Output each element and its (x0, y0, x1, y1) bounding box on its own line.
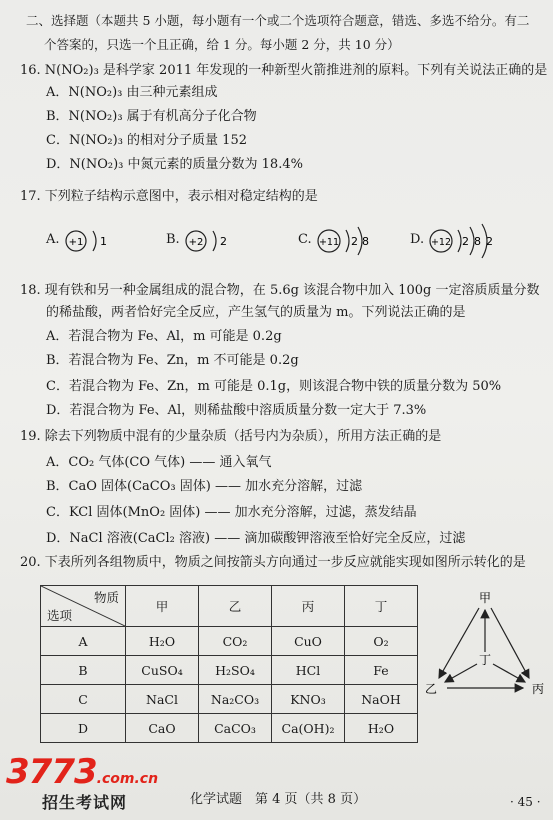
atom-b-letter: B. (166, 232, 180, 247)
logo-domain: .com.cn (96, 771, 159, 787)
atom-a-nucleus: +1 (68, 237, 84, 248)
table-header-row (41, 586, 418, 627)
atom-d-shell3: 2 (486, 235, 493, 248)
table-cell: HCl (272, 656, 345, 685)
table-row (41, 714, 418, 743)
table-cell: NaCl (126, 685, 199, 714)
q18-stem-line2: 的稀盐酸，两者恰好完全反应，产生氢气的质量为 m。下列说法正确的是 (46, 305, 466, 320)
table-cell: NaOH (345, 685, 418, 714)
table-corner-cell (41, 586, 126, 627)
q20-stem: 20. 下表所列各组物质中，物质之间按箭头方向通过一步反应就能实现如图所示转化的是 (20, 555, 526, 570)
atom-d-nucleus: +12 (430, 237, 452, 248)
table-row (41, 627, 418, 656)
conversion-diagram (425, 588, 545, 698)
column-header-jia: 甲 (126, 586, 199, 627)
table-cell: CaCO₃ (199, 714, 272, 743)
node-yi: 乙 (425, 682, 438, 696)
q19-stem: 19. 除去下列物质中混有的少量杂质（括号内为杂质），所用方法正确的是 (20, 429, 442, 444)
section-title-line2: 个答案的，只选一个且正确，给 1 分。每小题 2 分，共 10 分） (44, 37, 400, 52)
table-row (41, 656, 418, 685)
atom-c-shell2: 8 (362, 235, 369, 248)
table-cell: CuO (272, 627, 345, 656)
q19-option-b: B．CaO 固体(CaCO₃ 固体) —— 加水充分溶解，过滤 (46, 479, 363, 494)
atom-c-shell-icon (312, 224, 402, 260)
header-top-label: 物质 (93, 590, 119, 605)
atom-d-shell1: 2 (462, 235, 469, 248)
page-footer: 化学试题 第 4 页（共 8 页） (190, 792, 367, 807)
node-bing: 丙 (531, 682, 545, 696)
row-label: B (41, 656, 126, 685)
q17-stem: 17. 下列粒子结构示意图中，表示相对稳定结构的是 (20, 189, 318, 204)
q16-option-a: A．N(NO₂)₃ 由三种元素组成 (46, 85, 218, 100)
table-cell: Fe (345, 656, 418, 685)
section-title-line1: 二、选择题（本题共 5 小题，每小题有一个或二个选项符合题意，错选、多选不给分。有二 (26, 13, 530, 28)
column-header-yi: 乙 (199, 586, 272, 627)
atom-a-shell1: 1 (100, 235, 107, 248)
node-ding: 丁 (478, 653, 492, 667)
column-header-bing: 丙 (272, 586, 345, 627)
q20-table (40, 585, 418, 743)
logo-number: 3773 (6, 752, 97, 792)
table-cell: H₂O (345, 714, 418, 743)
q16-stem: 16. N(NO₂)₃ 是科学家 2011 年发现的一种新型火箭推进剂的原料。下列有关说法正确的是 (20, 63, 548, 78)
page-number: · 45 · (510, 795, 541, 809)
table-cell: CO₂ (199, 627, 272, 656)
atom-c-letter: C. (298, 232, 312, 247)
table-cell: CaO (126, 714, 199, 743)
table-cell: H₂O (126, 627, 199, 656)
table-cell: CuSO₄ (126, 656, 199, 685)
q18-option-c: C．若混合物为 Fe、Zn，m 可能是 0.1g，则该混合物中铁的质量分数为 50% (46, 379, 502, 394)
node-jia: 甲 (478, 591, 492, 605)
atom-a-letter: A. (46, 232, 60, 247)
column-header-ding: 丁 (345, 586, 418, 627)
atom-d-shell-icon (424, 221, 534, 261)
logo-subtitle: 招生考试网 (42, 793, 128, 812)
q18-option-d: D．若混合物为 Fe、Al，则稀盐酸中溶质质量分数一定大于 7.3% (46, 403, 427, 418)
q16-option-b: B．N(NO₂)₃ 属于有机高分子化合物 (46, 109, 257, 124)
table-cell: H₂SO₄ (199, 656, 272, 685)
q16-option-c: C．N(NO₂)₃ 的相对分子质量 152 (46, 133, 247, 148)
table-row (41, 685, 418, 714)
atom-d-shell2: 8 (474, 235, 481, 248)
atom-c-nucleus: +11 (318, 237, 340, 248)
q18-option-a: A．若混合物为 Fe、Al，m 可能是 0.2g (46, 329, 282, 344)
q19-option-d: D．NaCl 溶液(CaCl₂ 溶液) —— 滴加碳酸钾溶液至恰好完全反应，过滤 (46, 531, 466, 546)
table-cell: Na₂CO₃ (199, 685, 272, 714)
table-cell: O₂ (345, 627, 418, 656)
atom-b-nucleus: +2 (188, 237, 204, 248)
site-logo (6, 752, 159, 812)
q19-option-c: C．KCl 固体(MnO₂ 固体) —— 加水充分溶解，过滤，蒸发结晶 (46, 505, 417, 520)
q18-stem-line1: 18. 现有铁和另一种金属组成的混合物，在 5.6g 该混合物中加入 100g 一定溶质质量分数 (20, 283, 540, 298)
atom-a-shell-icon (60, 224, 140, 260)
atom-b-shell-icon (180, 224, 260, 260)
q16-option-d: D．N(NO₂)₃ 中氮元素的质量分数为 18.4% (46, 157, 303, 172)
table-cell: Ca(OH)₂ (272, 714, 345, 743)
q18-option-b: B．若混合物为 Fe、Zn，m 不可能是 0.2g (46, 353, 299, 368)
table-cell: KNO₃ (272, 685, 345, 714)
q19-option-a: A．CO₂ 气体(CO 气体) —— 通入氧气 (46, 455, 272, 470)
row-label: C (41, 685, 126, 714)
row-label: D (41, 714, 126, 743)
atom-b-shell1: 2 (220, 235, 227, 248)
header-bottom-label: 选项 (47, 608, 73, 623)
row-label: A (41, 627, 126, 656)
atom-d-letter: D. (410, 232, 425, 247)
atom-c-shell1: 2 (351, 235, 358, 248)
